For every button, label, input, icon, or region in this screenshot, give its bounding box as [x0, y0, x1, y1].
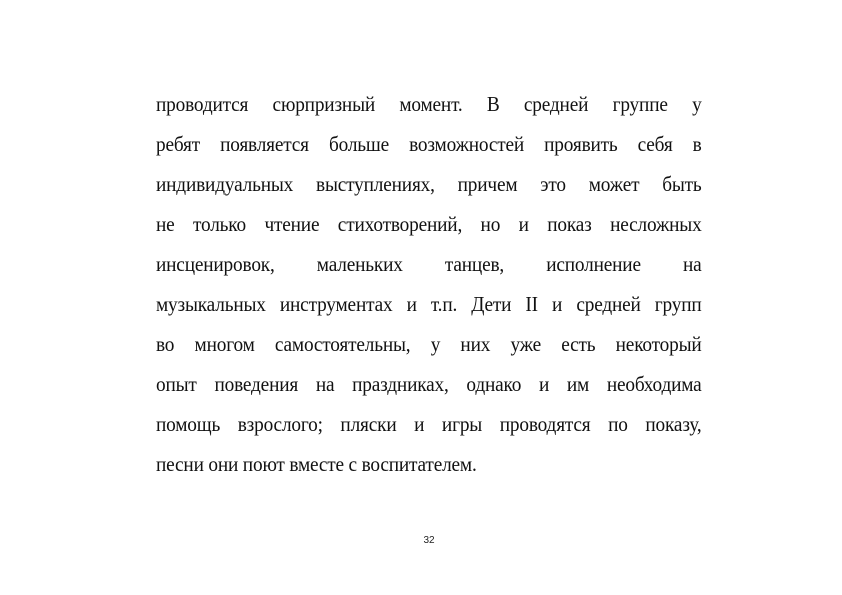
body-paragraph	[156, 84, 702, 484]
paragraph-line: опыт поведения на праздниках, однако и им необходима	[156, 372, 702, 396]
page-number: 32	[423, 535, 435, 546]
paragraph-line: во многом самостоятельны, у них уже есть некоторый	[156, 332, 702, 356]
paragraph-line: не только чтение стихотворений, но и показ несложных	[156, 212, 702, 236]
paragraph-line: музыкальных инструментах и т.п. Дети II и средней групп	[156, 292, 702, 316]
paragraph-line: ребят появляется больше возможностей проявить себя в	[156, 132, 702, 156]
paragraph-line: инсценировок, маленьких танцев, исполнение на	[156, 252, 702, 276]
paragraph-line-last: песни они поют вместе с воспитателем.	[156, 452, 477, 476]
paragraph-line: индивидуальных выступлениях, причем это может быть	[156, 172, 702, 196]
paragraph-line: помощь взрослого; пляски и игры проводятся по показу,	[156, 412, 702, 436]
paragraph-line: проводится сюрпризный момент. В средней группе у	[156, 92, 702, 116]
